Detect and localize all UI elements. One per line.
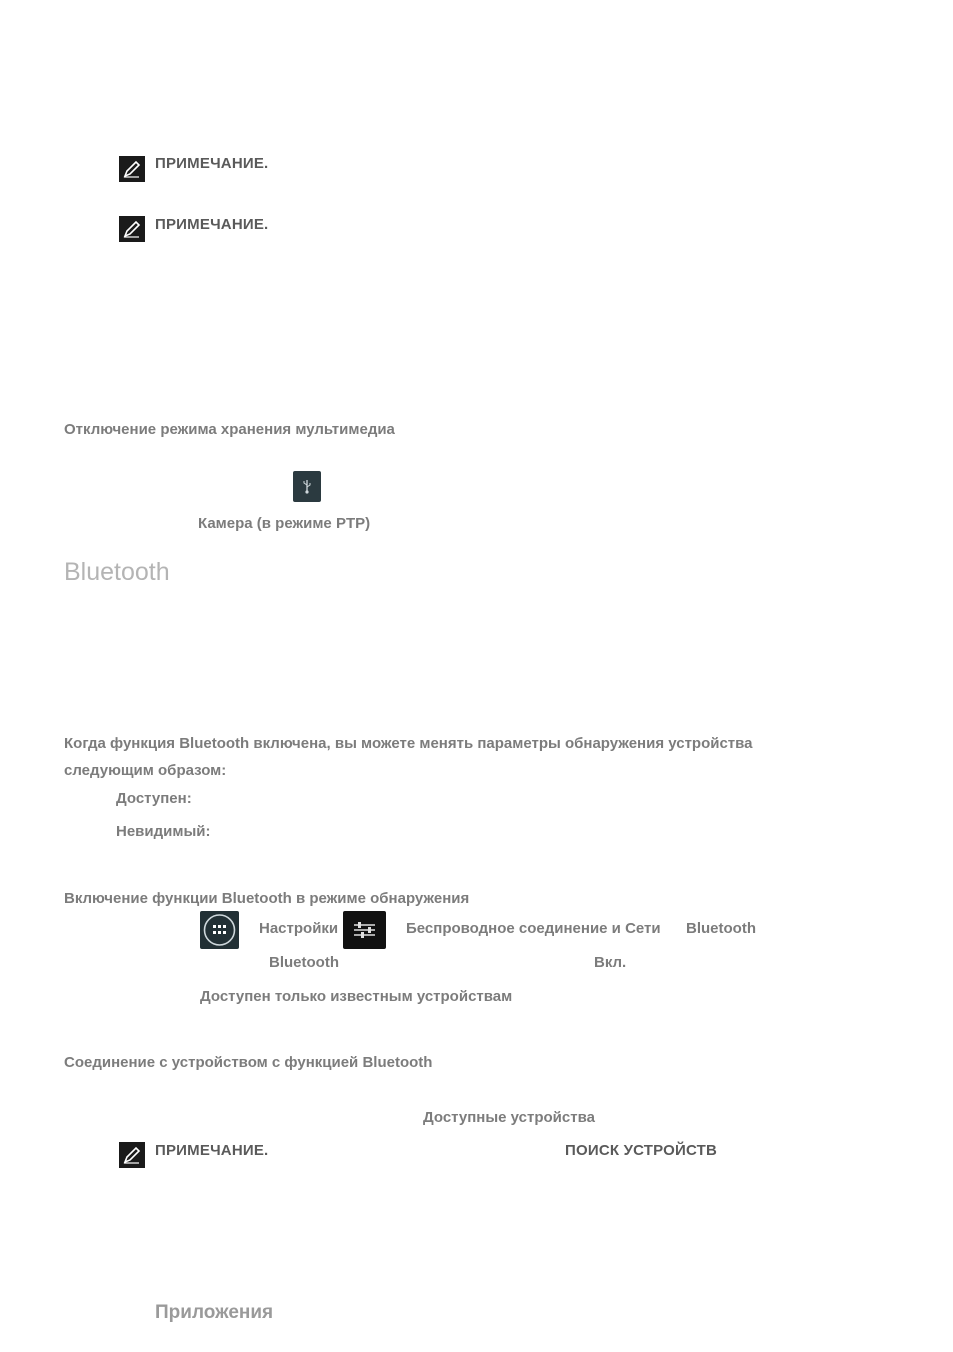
option-available: Доступен:: [116, 790, 192, 807]
note-pencil-icon: [119, 156, 145, 182]
enable-bluetooth-heading: Включение функции Bluetooth в режиме обнаружения: [64, 890, 470, 907]
search-devices-label: ПОИСК УСТРОЙСТВ: [565, 1142, 718, 1159]
visibility-intro-line1: Когда функция Bluetooth включена, вы можете менять параметры обнаружения устройства: [64, 735, 753, 752]
media-storage-heading: Отключение режима хранения мультимедиа: [64, 421, 395, 438]
step-settings: Настройки: [259, 920, 339, 937]
bluetooth-title: Bluetooth: [64, 558, 170, 586]
note-pencil-icon: [119, 1142, 145, 1168]
note-label: ПРИМЕЧАНИЕ.: [155, 1142, 269, 1159]
step-bluetooth-item: Bluetooth: [269, 954, 339, 971]
camera-ptp-label: Камера (в режиме PTP): [198, 515, 371, 532]
visibility-intro-line2: следующим образом:: [64, 762, 227, 779]
step-bluetooth: Bluetooth: [686, 920, 756, 937]
footer-section-label: Приложения: [155, 1302, 274, 1323]
connect-device-heading: Соединение с устройством с функцией Bluetooth: [64, 1054, 433, 1071]
note-pencil-icon: [119, 216, 145, 242]
usb-icon: [293, 471, 321, 502]
step-known-devices-only: Доступен только известным устройствам: [200, 988, 513, 1005]
note-label: ПРИМЕЧАНИЕ.: [155, 155, 269, 172]
settings-sliders-icon: [343, 911, 386, 949]
note-label: ПРИМЕЧАНИЕ.: [155, 216, 269, 233]
apps-grid-icon: [200, 911, 239, 949]
step-on: Вкл.: [594, 954, 627, 971]
available-devices-label: Доступные устройства: [423, 1109, 595, 1126]
option-invisible: Невидимый:: [116, 823, 211, 840]
step-wireless-networks: Беспроводное соединение и Сети: [406, 920, 661, 937]
